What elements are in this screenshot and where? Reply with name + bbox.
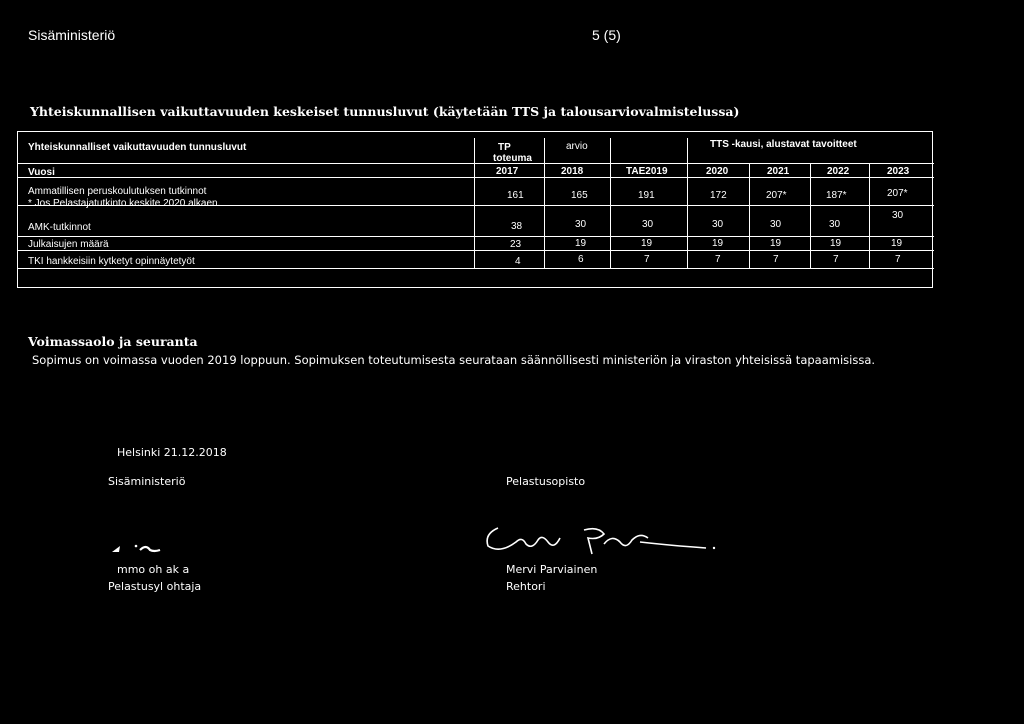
year-label: Vuosi — [28, 167, 55, 178]
year-tae2019: TAE2019 — [626, 166, 668, 177]
year-2022: 2022 — [827, 166, 850, 177]
header-label: Yhteiskunnalliset vaikuttavuuden tunnusluvut — [28, 142, 247, 153]
row2-value: 30 — [829, 219, 841, 230]
row1-value: 187* — [826, 190, 847, 201]
row2-label: AMK-tutkinnot — [28, 222, 91, 233]
year-2018: 2018 — [561, 166, 584, 177]
right-signatory-name: Mervi Parviainen — [506, 563, 598, 576]
row1-value: 165 — [571, 190, 588, 201]
row1-label: Ammatillisen peruskoulutuksen tutkinnot — [28, 186, 207, 197]
indicators-table — [17, 131, 933, 288]
row3-value: 19 — [891, 238, 903, 249]
impact-section-title: Yhteiskunnallisen vaikuttavuuden keskeiset tunnusluvut (käytetään TTS ja talousarviovalmistelussa) — [30, 104, 740, 119]
row3-value: 19 — [641, 238, 653, 249]
validity-text: Sopimus on voimassa vuoden 2019 loppuun. Sopimuksen toteutumisesta seurataan säännöllisesti ministeriön ja viraston yhteisissä tapaamisissa. — [32, 353, 876, 367]
row2-value: 30 — [712, 219, 724, 230]
row1-value: 172 — [710, 190, 727, 201]
row2-value: 30 — [770, 219, 782, 230]
row1-value: 207* — [766, 190, 787, 201]
row2-value: 38 — [511, 221, 523, 232]
right-signatory-org: Pelastusopisto — [506, 475, 586, 488]
row4-label: TKI hankkeisiin kytketyt opinnäytetyöt — [28, 256, 195, 267]
row3-value: 19 — [575, 238, 587, 249]
left-signatory-title: Pelastusyl ohtaja — [108, 580, 202, 593]
left-signature-image — [110, 540, 170, 558]
row2-value: 30 — [892, 210, 904, 221]
header-arvio: arvio — [566, 141, 588, 152]
row4-value: 7 — [773, 254, 779, 265]
row2-value: 30 — [642, 219, 654, 230]
year-2021: 2021 — [767, 166, 790, 177]
row1-value: 207* — [887, 188, 908, 199]
row4-value: 6 — [578, 254, 584, 265]
row3-value: 19 — [712, 238, 724, 249]
right-signature-image — [480, 524, 720, 558]
left-signatory-org: Sisäministeriö — [108, 475, 186, 488]
row4-value: 7 — [895, 254, 901, 265]
validity-section-title: Voimassaolo ja seuranta — [28, 334, 198, 349]
row3-value: 19 — [770, 238, 782, 249]
row4-value: 7 — [715, 254, 721, 265]
header-toteuma: toteuma — [493, 153, 532, 164]
page-number: 5 (5) — [592, 27, 621, 43]
header-tts: TTS -kausi, alustavat tavoitteet — [710, 139, 857, 150]
header-org: Sisäministeriö — [28, 27, 116, 43]
row1-note: * Jos Pelastajatutkinto keskite 2020 alkaen. — [28, 198, 221, 209]
row4-value: 7 — [644, 254, 650, 265]
place-date: Helsinki 21.12.2018 — [117, 446, 227, 459]
row1-value: 191 — [638, 190, 655, 201]
right-signatory-title: Rehtori — [506, 580, 546, 593]
row4-value: 7 — [833, 254, 839, 265]
year-2017: 2017 — [496, 166, 519, 177]
row3-label: Julkaisujen määrä — [28, 239, 109, 250]
row3-value: 19 — [830, 238, 842, 249]
row4-value: 4 — [515, 256, 521, 267]
row1-value: 161 — [507, 190, 524, 201]
year-2020: 2020 — [706, 166, 729, 177]
header-tp: TP — [498, 142, 511, 153]
row3-value: 23 — [510, 239, 522, 250]
year-2023: 2023 — [887, 166, 910, 177]
left-signatory-name: mmo oh ak a — [117, 563, 190, 576]
row2-value: 30 — [575, 219, 587, 230]
